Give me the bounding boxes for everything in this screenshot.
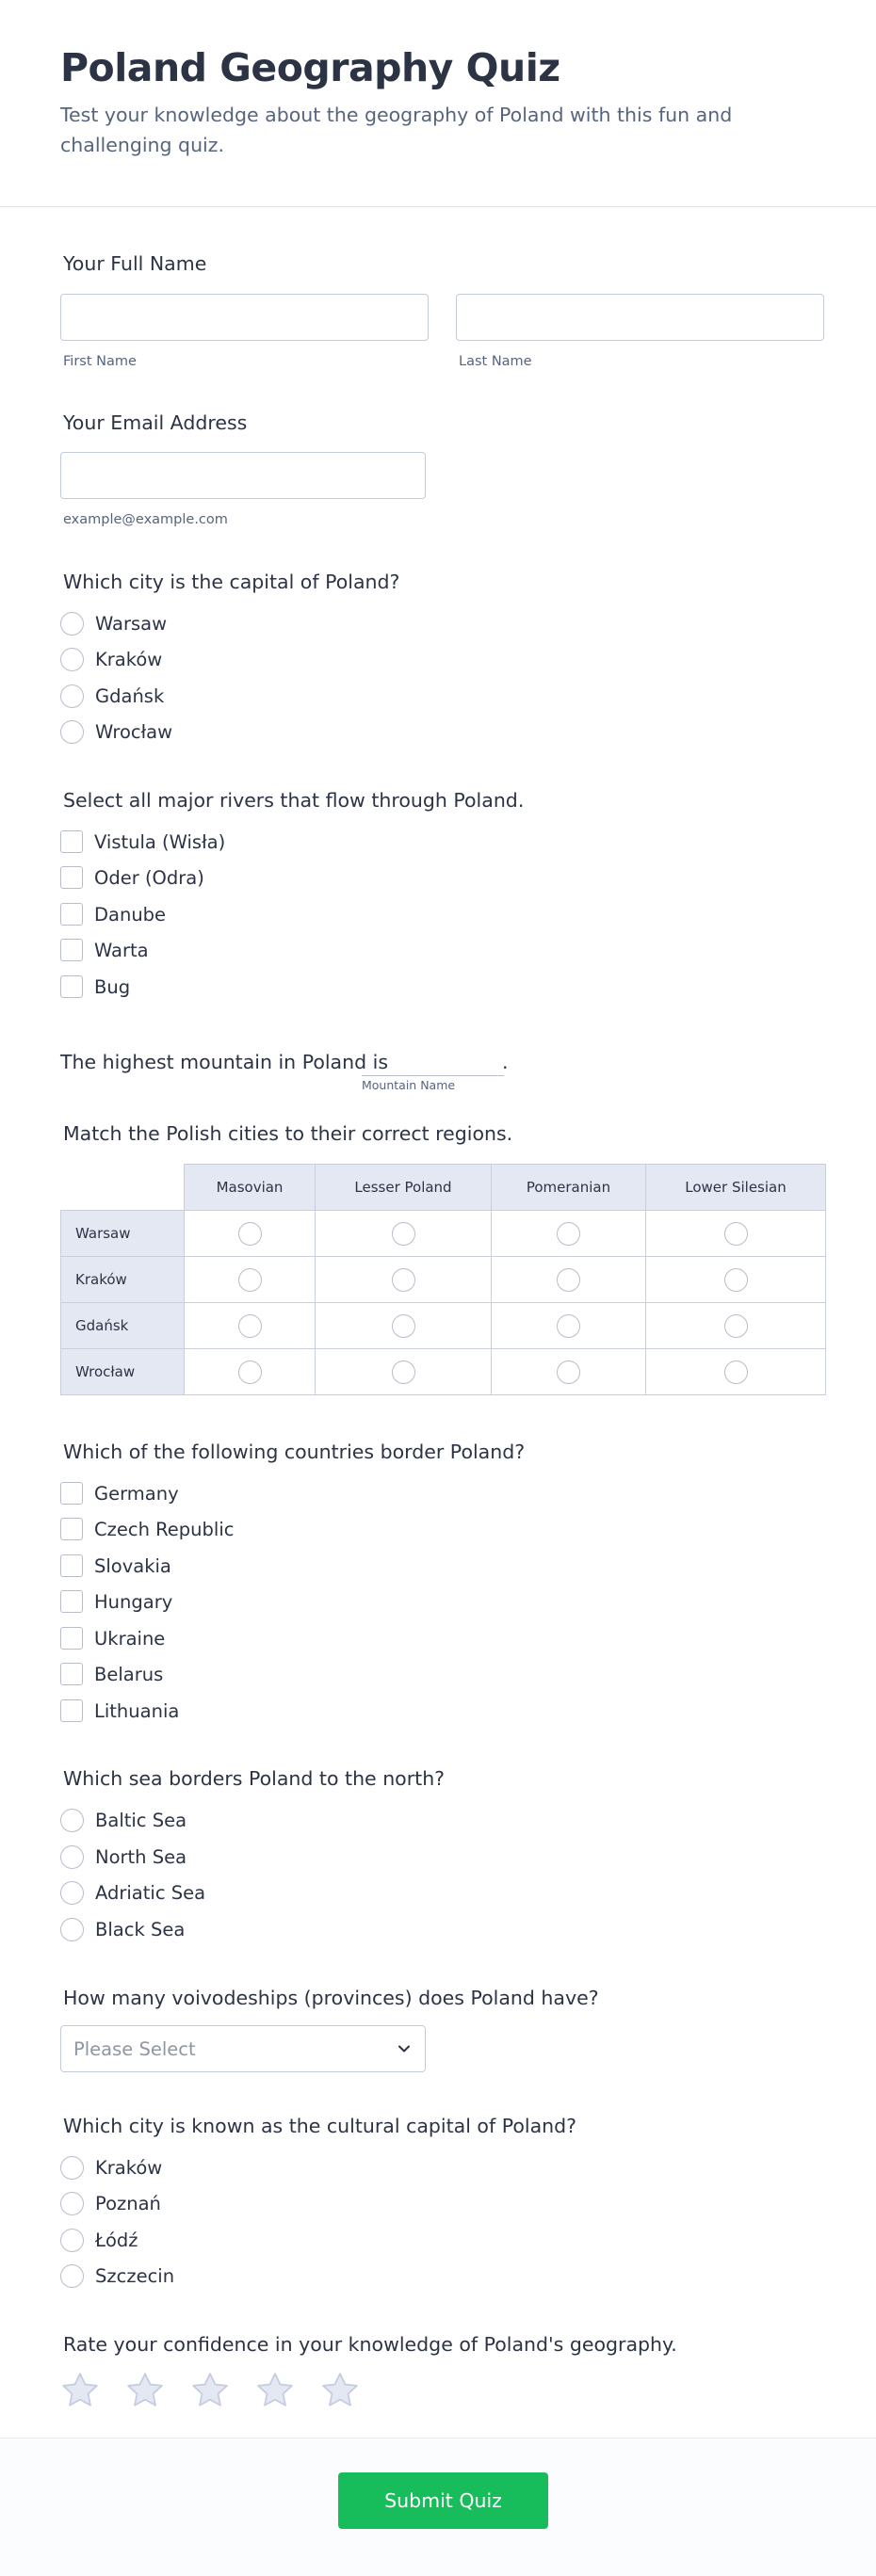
matrix-cell[interactable] xyxy=(492,1211,646,1257)
option-label: Belarus xyxy=(94,1663,164,1685)
river-option[interactable] xyxy=(60,864,204,891)
star-rating xyxy=(60,2371,385,2410)
first-name-sublabel: First Name xyxy=(63,354,137,369)
matrix-cell[interactable] xyxy=(646,1211,826,1257)
sea-option[interactable] xyxy=(60,1843,187,1870)
sea-option[interactable] xyxy=(60,1916,185,1942)
option-label: Danube xyxy=(94,903,167,926)
email-input[interactable] xyxy=(60,452,426,499)
radio-button[interactable] xyxy=(238,1222,262,1246)
star-icon[interactable] xyxy=(190,2371,230,2410)
option-label: Adriatic Sea xyxy=(95,1881,206,1904)
email-label: Your Email Address xyxy=(63,411,248,434)
matrix-cell[interactable] xyxy=(492,1257,646,1303)
city-region-matrix xyxy=(60,1164,826,1395)
option-label: Germany xyxy=(94,1482,179,1505)
matrix-cell[interactable] xyxy=(316,1257,492,1303)
matrix-row-header: Warsaw xyxy=(61,1211,185,1257)
mountain-question-period: . xyxy=(502,1051,509,1073)
form-header xyxy=(0,0,876,207)
checkbox[interactable] xyxy=(60,1590,83,1613)
border-country-option[interactable] xyxy=(60,1625,165,1651)
matrix-row-header: Wrocław xyxy=(61,1349,185,1395)
radio-button[interactable] xyxy=(557,1222,580,1246)
chevron-down-icon xyxy=(397,2041,412,2056)
cultural-capital-option[interactable] xyxy=(60,2154,162,2181)
matrix-column-header: Lower Silesian xyxy=(646,1165,826,1211)
matrix-cell[interactable] xyxy=(646,1303,826,1349)
dropdown-placeholder: Please Select xyxy=(73,2038,196,2060)
page-subtitle: Test your knowledge about the geography of Poland with this fun and challenging quiz. xyxy=(60,104,733,156)
matrix-row xyxy=(61,1257,826,1303)
border-country-option[interactable] xyxy=(60,1553,171,1579)
matrix-row xyxy=(61,1303,826,1349)
page-title: Poland Geography Quiz xyxy=(60,45,560,90)
matrix-corner xyxy=(61,1165,185,1211)
radio-button[interactable] xyxy=(60,1845,84,1869)
option-label: North Sea xyxy=(95,1845,187,1868)
radio-button[interactable] xyxy=(557,1360,580,1384)
option-label: Poznań xyxy=(95,2192,161,2214)
option-label: Szczecin xyxy=(95,2264,175,2287)
star-icon[interactable] xyxy=(255,2371,295,2410)
matrix-cell[interactable] xyxy=(492,1349,646,1395)
star-icon[interactable] xyxy=(125,2371,165,2410)
sea-question-label: Which sea borders Poland to the north? xyxy=(63,1767,446,1790)
option-label: Oder (Odra) xyxy=(94,866,204,889)
option-label: Łódź xyxy=(95,2229,138,2251)
sea-option[interactable] xyxy=(60,1879,205,1906)
radio-button[interactable] xyxy=(392,1360,415,1384)
mountain-name-sublabel: Mountain Name xyxy=(362,1078,456,1092)
capital-option[interactable] xyxy=(60,646,162,672)
mountain-question-text: The highest mountain in Poland is xyxy=(60,1051,389,1073)
radio-button[interactable] xyxy=(60,2229,84,2252)
radio-button[interactable] xyxy=(238,1268,262,1292)
option-label: Hungary xyxy=(94,1590,173,1613)
radio-button[interactable] xyxy=(60,720,84,744)
matrix-cell[interactable] xyxy=(316,1211,492,1257)
cultural-capital-question-label: Which city is known as the cultural capital of Poland? xyxy=(63,2115,577,2137)
capital-option[interactable] xyxy=(60,610,167,636)
last-name-input[interactable] xyxy=(456,294,824,341)
border-country-option[interactable] xyxy=(60,1698,179,1724)
checkbox[interactable] xyxy=(60,1518,83,1540)
radio-button[interactable] xyxy=(60,2264,84,2288)
radio-button[interactable] xyxy=(392,1314,415,1338)
checkbox[interactable] xyxy=(60,903,83,926)
matrix-question-label: Match the Polish cities to their correct regions. xyxy=(63,1122,513,1145)
border-country-option[interactable] xyxy=(60,1588,172,1615)
radio-button[interactable] xyxy=(238,1360,262,1384)
radio-button[interactable] xyxy=(60,1918,84,1941)
option-label: Czech Republic xyxy=(94,1518,235,1540)
radio-button[interactable] xyxy=(60,2156,84,2180)
radio-button[interactable] xyxy=(60,684,84,708)
border-country-option[interactable] xyxy=(60,1516,234,1542)
river-option[interactable] xyxy=(60,974,130,1000)
matrix-column-header: Masovian xyxy=(185,1165,316,1211)
confidence-question-label: Rate your confidence in your knowledge of Poland's geography. xyxy=(63,2333,677,2356)
first-name-input[interactable] xyxy=(60,294,429,341)
matrix-row-header: Kraków xyxy=(61,1257,185,1303)
form-footer xyxy=(0,2438,876,2576)
river-option[interactable] xyxy=(60,829,225,855)
checkbox[interactable] xyxy=(60,939,83,961)
option-label: Black Sea xyxy=(95,1918,186,1940)
matrix-row-header: Gdańsk xyxy=(61,1303,185,1349)
sea-option[interactable] xyxy=(60,1807,187,1833)
matrix-column-header: Pomeranian xyxy=(492,1165,646,1211)
email-sublabel: example@example.com xyxy=(63,512,228,527)
radio-button[interactable] xyxy=(724,1222,748,1246)
option-label: Wrocław xyxy=(95,720,173,743)
radio-button[interactable] xyxy=(724,1268,748,1292)
radio-button[interactable] xyxy=(557,1268,580,1292)
radio-button[interactable] xyxy=(392,1268,415,1292)
capital-option[interactable] xyxy=(60,718,172,745)
border-country-option[interactable] xyxy=(60,1661,163,1687)
checkbox[interactable] xyxy=(60,830,83,853)
radio-button[interactable] xyxy=(60,648,84,671)
cultural-capital-option[interactable] xyxy=(60,2227,138,2253)
border-country-option[interactable] xyxy=(60,1480,179,1506)
checkbox[interactable] xyxy=(60,866,83,889)
option-label: Kraków xyxy=(95,2156,163,2179)
matrix-header-row xyxy=(61,1165,826,1211)
radio-button[interactable] xyxy=(724,1314,748,1338)
option-label: Kraków xyxy=(95,648,163,670)
matrix-column-header: Lesser Poland xyxy=(316,1165,492,1211)
river-option[interactable] xyxy=(60,901,166,927)
matrix-cell[interactable] xyxy=(185,1211,316,1257)
option-label: Vistula (Wisła) xyxy=(94,830,226,853)
option-label: Slovakia xyxy=(94,1554,171,1577)
matrix-cell[interactable] xyxy=(646,1257,826,1303)
radio-button[interactable] xyxy=(60,2192,84,2215)
capital-question-label: Which city is the capital of Poland? xyxy=(63,571,400,593)
checkbox[interactable] xyxy=(60,1663,83,1685)
radio-button[interactable] xyxy=(724,1360,748,1384)
matrix-cell[interactable] xyxy=(492,1303,646,1349)
option-label: Bug xyxy=(94,975,131,998)
voivodeships-dropdown[interactable] xyxy=(60,2025,426,2072)
checkbox[interactable] xyxy=(60,1482,83,1505)
matrix-cell[interactable] xyxy=(185,1349,316,1395)
mountain-name-input[interactable] xyxy=(362,1075,504,1076)
checkbox[interactable] xyxy=(60,1699,83,1722)
radio-button[interactable] xyxy=(60,612,84,636)
matrix-row xyxy=(61,1349,826,1395)
matrix-cell[interactable] xyxy=(646,1349,826,1395)
option-label: Ukraine xyxy=(94,1627,166,1650)
option-label: Baltic Sea xyxy=(95,1809,187,1831)
matrix-cell[interactable] xyxy=(185,1303,316,1349)
checkbox[interactable] xyxy=(60,1554,83,1577)
river-option[interactable] xyxy=(60,937,149,963)
checkbox[interactable] xyxy=(60,1627,83,1650)
cultural-capital-option[interactable] xyxy=(60,2190,161,2216)
capital-option[interactable] xyxy=(60,683,164,709)
option-label: Warsaw xyxy=(95,612,168,635)
borders-question-label: Which of the following countries border Poland? xyxy=(63,1441,526,1463)
matrix-row xyxy=(61,1211,826,1257)
cultural-capital-option[interactable] xyxy=(60,2262,174,2289)
star-icon[interactable] xyxy=(60,2371,100,2410)
matrix-cell[interactable] xyxy=(316,1303,492,1349)
radio-button[interactable] xyxy=(392,1222,415,1246)
matrix-cell[interactable] xyxy=(185,1257,316,1303)
checkbox[interactable] xyxy=(60,975,83,998)
option-label: Lithuania xyxy=(94,1699,180,1722)
submit-quiz-button[interactable]: Submit Quiz xyxy=(338,2472,548,2529)
radio-button[interactable] xyxy=(238,1314,262,1338)
option-label: Gdańsk xyxy=(95,684,165,707)
radio-button[interactable] xyxy=(557,1314,580,1338)
radio-button[interactable] xyxy=(60,1881,84,1905)
voivodeships-question-label: How many voivodeships (provinces) does Poland have? xyxy=(63,1987,599,2009)
option-label: Warta xyxy=(94,939,149,961)
matrix-cell[interactable] xyxy=(316,1349,492,1395)
rivers-question-label: Select all major rivers that flow through Poland. xyxy=(63,789,525,812)
full-name-label: Your Full Name xyxy=(63,252,207,275)
radio-button[interactable] xyxy=(60,1809,84,1832)
star-icon[interactable] xyxy=(320,2371,360,2410)
last-name-sublabel: Last Name xyxy=(459,354,532,369)
